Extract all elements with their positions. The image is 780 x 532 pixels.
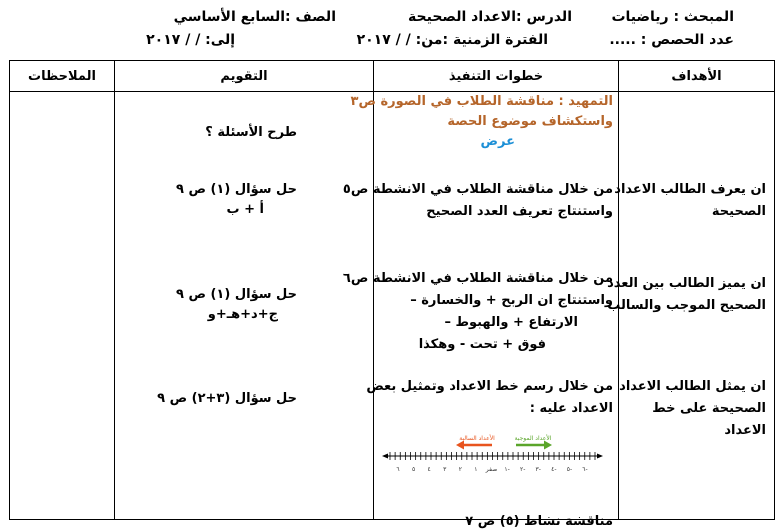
notes-cell	[10, 92, 115, 520]
intro-line-2: واستكشاف موضوع الحصة	[447, 114, 613, 129]
step-2-line-1: من خلال مناقشة الطلاب في الانشطة ص٦	[342, 271, 613, 286]
goal-1-line-1: ان يعرف الطالب الاعداد	[614, 182, 766, 197]
number-line-tick-labels	[396, 466, 587, 473]
number-line-tick-label: -٥	[566, 466, 573, 473]
number-line-tick-label: -٦	[582, 466, 588, 473]
number-line-tick-label: ٢	[458, 466, 462, 473]
step-3-line-1: من خلال رسم خط الاعداد وتمثيل بعض	[366, 379, 613, 394]
header-notes: الملاحظات	[10, 61, 115, 92]
number-line-tick-label: -٣	[535, 466, 541, 473]
eval-3-line-1: حل سؤال (٣+٢) ص ٩	[157, 391, 297, 406]
number-line-tick-label: ٤	[427, 466, 431, 473]
sessions-label: عدد الحصص : .....	[609, 32, 734, 48]
negative-numbers-label: الأعداد السالبة	[459, 435, 495, 442]
goal-2-line-1: ان يميز الطالب بين العدد	[607, 276, 766, 291]
period-from-label: الفترة الزمنية :من: / / ٢٠١٧	[356, 32, 548, 48]
intro-line-1: التمهيد : مناقشة الطلاب في الصورة ص٣	[350, 94, 613, 109]
eval-intro: طرح الأسئلة ؟	[205, 125, 297, 140]
lesson-plan-table	[9, 60, 775, 529]
number-line-tick-label: -١	[504, 466, 510, 473]
number-line-tick-label: ٦	[396, 466, 400, 473]
show-label: عرض	[480, 134, 515, 149]
header-goals: الأهداف	[619, 61, 775, 92]
goal-3-line-1: ان يمثل الطالب الاعداد	[619, 379, 766, 394]
eval-1-line-2: أ + ب	[226, 202, 264, 217]
goal-3-line-3: الاعداد	[724, 423, 766, 438]
step-2-line-4: فوق + تحت - وهكذا	[418, 337, 546, 352]
header-steps: خطوات التنفيذ	[374, 61, 619, 92]
evaluation-cell	[115, 92, 374, 520]
steps-cell	[342, 92, 619, 529]
step-1-line-1: من خلال مناقشة الطلاب في الانشطة ص٥	[342, 182, 613, 197]
step-2-line-2: واستنتاج ان الربح + والخسارة –	[410, 293, 613, 308]
number-line-tick-label: ٣	[443, 466, 447, 473]
header-evaluation: التقويم	[115, 61, 374, 92]
number-line-tick-label: -٤	[551, 466, 557, 473]
number-line-tick-label: ١	[474, 466, 478, 473]
number-line-tick-label: صفر	[485, 466, 498, 473]
step-3-line-2: الاعداد عليه :	[529, 401, 613, 416]
eval-2-line-1: حل سؤال (١) ص ٩	[176, 287, 297, 302]
number-line-tick-label: -٢	[519, 466, 526, 473]
lesson-label: الدرس :الاعداد الصحيحة	[408, 9, 572, 25]
step-1-line-2: واستنتاج تعريف العدد الصحيح	[426, 204, 613, 219]
eval-1-line-1: حل سؤال (١) ص ٩	[176, 182, 297, 197]
goal-2-line-2: الصحيح الموجب والسالب	[607, 298, 766, 313]
goal-3-line-2: الصحيحة على خط	[652, 401, 766, 416]
table-body-row	[10, 92, 775, 520]
step-2-line-3: الارتفاع + والهبوط –	[444, 315, 578, 330]
goal-1-line-2: الصحيحة	[711, 204, 766, 219]
table-header-row	[10, 61, 775, 92]
positive-numbers-label: الأعداد الموجبة	[514, 435, 552, 442]
number-line-diagram	[380, 432, 605, 476]
subject-label: المبحث : رياضيات	[611, 9, 734, 25]
eval-2-line-2: ج+د+هـ+و	[207, 307, 278, 322]
goals-cell	[607, 92, 775, 520]
period-to-label: إلى: / / ٢٠١٧	[146, 32, 235, 48]
last-step: مناقشة نشاط (٥) ص ٧	[465, 514, 613, 529]
number-line-tick-label: ٥	[411, 466, 416, 473]
number-line-ticks	[390, 452, 595, 460]
grade-label: الصف :السابع الأساسي	[173, 9, 336, 25]
